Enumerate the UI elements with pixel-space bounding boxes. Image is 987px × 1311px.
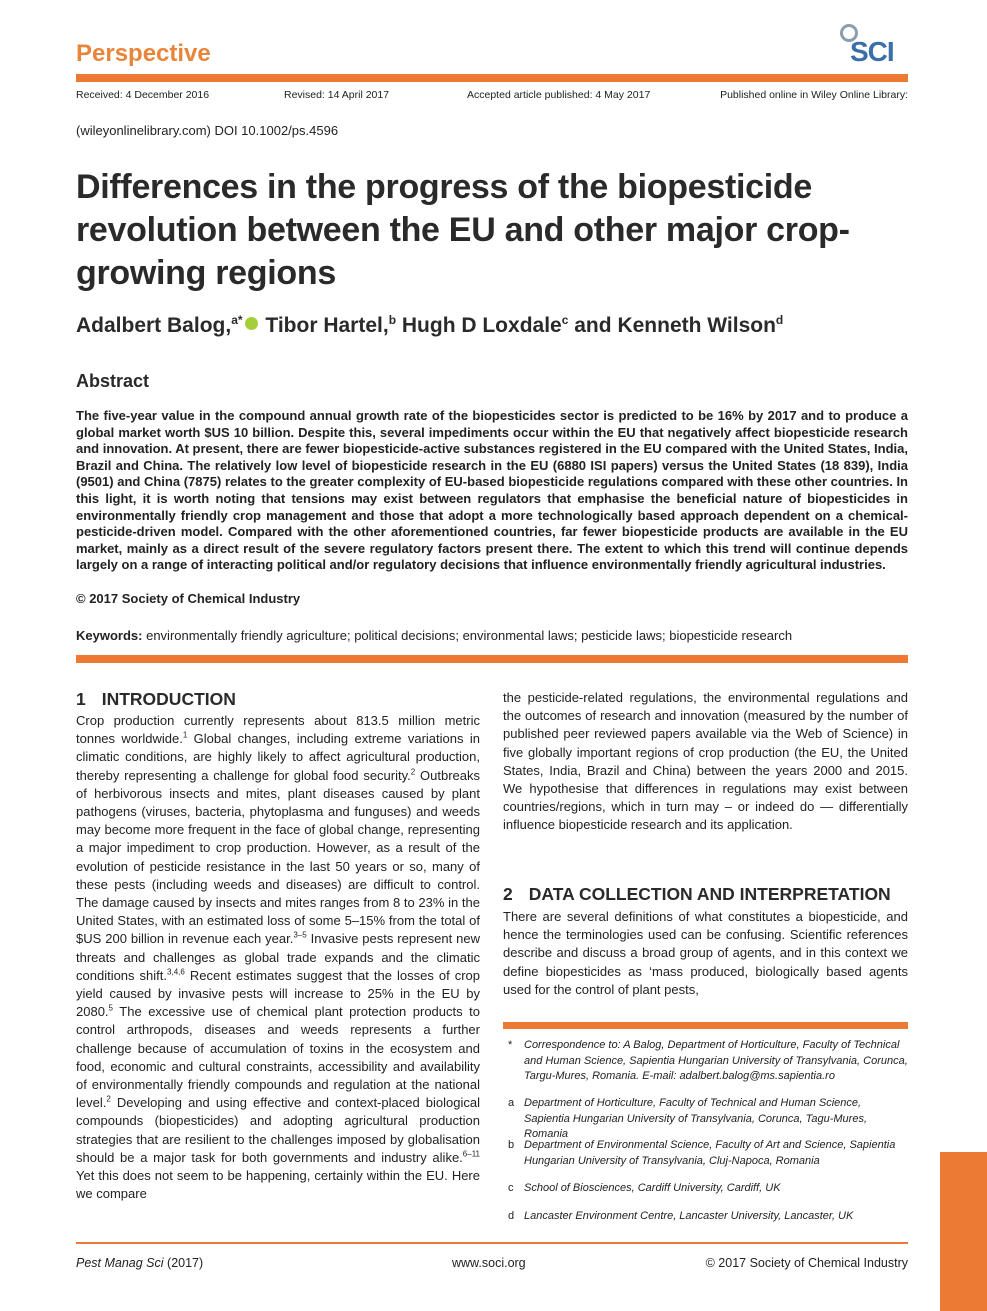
footer-journal	[76, 1256, 203, 1270]
doi: (wileyonlinelibrary.com) DOI 10.1002/ps.4596	[76, 123, 339, 138]
citation-ref[interactable]: 6–11	[462, 1149, 480, 1159]
footnote-affiliation-c	[508, 1181, 908, 1197]
footnote-mark: b	[508, 1139, 515, 1151]
body-text: Recent estimates suggest that the losses of crop yield caused by invasive pests will increase to 25% in the EU by 2080.	[76, 967, 481, 1020]
author-name: Hugh D Loxdale	[401, 314, 562, 337]
footnote-text: Correspondence to: A Balog, Department of Horticulture, Faculty of Technical and Human Science, Sapientia Hungarian University of Transylvania, Corunca, Targu-Mures, Romania. E-mail: adalbert.balog@ms.sapientia.ro	[524, 1039, 908, 1082]
footnote-text: Department of Environmental Science, Faculty of Art and Science, Sapientia Hungarian University of Transylvania, Cluj-Napoca, Romania	[524, 1139, 896, 1167]
footnote-text: School of Biosciences, Cardiff University, Cardiff, UK	[524, 1182, 781, 1194]
body-text: Invasive pests represent new threats and challenges as global trade expands and the climatic conditions shift.	[76, 931, 480, 983]
abstract-rule	[76, 655, 908, 663]
logo-text: SCI	[850, 36, 894, 67]
introduction-continued-text: the pesticide-related regulations, the environmental regulations and the outcomes of research and innovation (measured by the number of published peer reviewed papers available via the Web of Science) in five globally important regions of crop production (the EU, the United States, India, Brazil and China) between the years 2000 and 2015. We hypothesise that differences in regulations may exist between countries/regions, which in turn may – or indeed do — differentially influence biopesticide research and its application.	[503, 690, 908, 833]
author-name: Kenneth Wilson	[617, 314, 776, 337]
section-number: 2	[503, 884, 513, 904]
journal-name: Pest Manag Sci	[76, 1256, 164, 1270]
citation-ref[interactable]: 2	[410, 767, 416, 777]
citation-ref[interactable]: 3,4,6	[167, 967, 185, 977]
author-name: Tibor Hartel,	[265, 314, 389, 337]
citation-ref[interactable]: 2	[106, 1094, 111, 1104]
accepted-date: Accepted article published: 4 May 2017	[467, 89, 651, 101]
side-tab	[940, 1152, 987, 1311]
sci-logo	[838, 22, 913, 70]
footnote-affiliation-b	[508, 1138, 908, 1169]
footnote-mark: a	[508, 1097, 515, 1109]
received-date: Received: 4 December 2016	[76, 89, 210, 101]
citation-ref[interactable]: 1	[182, 730, 188, 740]
author-joiner: and	[574, 314, 612, 337]
footnote-correspondence	[508, 1038, 908, 1085]
author-affiliation-mark: b	[388, 313, 397, 327]
body-text: The excessive use of chemical plant protection products to control arthropods, diseases and weeds represents a further challenge because of accumulation of toxins in the ecosystem and food, economic and cultural constraints, accessibility and availability of environmentally friendly compounds and regulation at the national level.	[76, 1004, 480, 1111]
section-heading-data-collection	[503, 884, 891, 905]
revised-date: Revised: 14 April 2017	[284, 89, 390, 101]
footnote-affiliation-a	[508, 1096, 908, 1143]
footnote-mark: *	[508, 1039, 513, 1051]
body-text: Yet this does not seem to be happening, certainly within the EU. Here we compare	[76, 1168, 480, 1202]
section-title: INTRODUCTION	[101, 689, 236, 709]
published-online: Published online in Wiley Online Library:	[720, 89, 908, 101]
section-number: 1	[76, 689, 86, 709]
author-affiliation-mark: d	[775, 313, 784, 327]
abstract-heading: Abstract	[76, 371, 150, 391]
footnote-mark: c	[508, 1182, 514, 1194]
footnote-mark: d	[508, 1210, 515, 1222]
keywords-list: environmentally friendly agriculture; political decisions; environmental laws; pesticide laws; biopesticide research	[146, 628, 793, 643]
section-title: DATA COLLECTION AND INTERPRETATION	[528, 884, 891, 904]
footnote-text: Department of Horticulture, Faculty of Technical and Human Science, Sapientia Hungarian University of Transylvania, Corunca, Tagu-Mures, Romania	[524, 1097, 867, 1140]
footnote-affiliation-d	[508, 1209, 908, 1225]
body-text: Global changes, including extreme variations in climatic conditions, are highly likely to affect agricultural production, thereby representing a challenge for global food security.	[76, 731, 480, 783]
introduction-text	[76, 712, 480, 1203]
keywords	[76, 628, 908, 643]
author-list	[76, 314, 936, 338]
footnote-rule	[503, 1022, 908, 1029]
footer-copyright: © 2017 Society of Chemical Industry	[705, 1256, 908, 1270]
body-text: Developing and using effective and context-placed biological compounds (biopesticides) and adopting agricultural production strategies that are resilient to the challenges imposed by globalisation should be a major task for both governments and industry alike.	[76, 1095, 480, 1165]
body-text: Outbreaks of herbivorous insects and mites, plant diseases caused by plant pathogens (viruses, bacteria, phytoplasma and funguses) and weeds may become more frequent in the face of global change, representing a major impediment to crop production. However, as a result of the evolution of pesticide resistance in the last 50 years or so, many of these pests (including weeds and diseases) are difficult to control. The damage caused by insects and mites ranges from 8 to 23% in the United States, with an estimated loss of some 5–15% from the total of $US 200 billion in revenue each year.	[76, 767, 480, 947]
citation-ref[interactable]: 3–5	[293, 931, 307, 941]
footnote-text: Lancaster Environment Centre, Lancaster University, Lancaster, UK	[524, 1210, 854, 1222]
abstract-copyright: © 2017 Society of Chemical Industry	[76, 591, 301, 606]
article-title: Differences in the progress of the biopesticide revolution between the EU and other major crop-growing regions	[76, 168, 850, 292]
footer-url[interactable]: www.soci.org	[452, 1256, 526, 1270]
keywords-label: Keywords:	[76, 628, 143, 643]
header-rule	[76, 74, 908, 82]
body-text: Crop production currently represents about 813.5 million metric tonnes worldwide.	[76, 713, 480, 747]
author-affiliation-mark: a*	[231, 313, 243, 327]
section-heading-introduction	[76, 689, 236, 710]
data-collection-text: There are several definitions of what constitutes a biopesticide, and hence the terminologies used can be confusing. Scientific references describe and discuss a broad group of agents, and in this context we define biopesticides as ‘mass produced, biologically based agents used for the control of plant pests,	[503, 909, 908, 997]
citation-ref[interactable]: 5	[108, 1003, 113, 1013]
orcid-icon[interactable]	[245, 317, 258, 330]
section-label: Perspective	[76, 40, 211, 67]
footer-rule	[76, 1242, 908, 1244]
author-affiliation-mark: c	[561, 313, 569, 327]
abstract-text: The five-year value in the compound annual growth rate of the biopesticides sector is predicted to be 16% by 2017 and to produce a global market worth $US 10 billion. Despite this, several impediments occur within the EU that negatively affect biopesticide research and innovation. At present, there are fewer biopesticide-active substances registered in the EU compared with the United States, India, Brazil and China. The relatively low level of biopesticide research in the EU (6880 ISI papers) versus the United States (18 839), India (9501) and China (7875) relates to the greater complexity of EU-based biopesticide regulations compared with these other countries. In this light, it is worth noting that tensions may exist between regulators that emphasise the beneficial nature of biopesticides in environmentally friendly crop management and those that adopt a more technologically based approach dependent on a chemical-pesticide-driven model. Compared with the other aforementioned countries, far fewer biopesticide products are available in the EU market, mainly as a direct result of the severe regulatory factors present there. The extent to which this trend will continue depends largely on a range of interacting political and/or regulatory decisions that influence environmentally friendly agricultural industries.	[76, 408, 908, 573]
author-name: Adalbert Balog,	[76, 314, 232, 337]
journal-year: (2017)	[167, 1256, 204, 1270]
